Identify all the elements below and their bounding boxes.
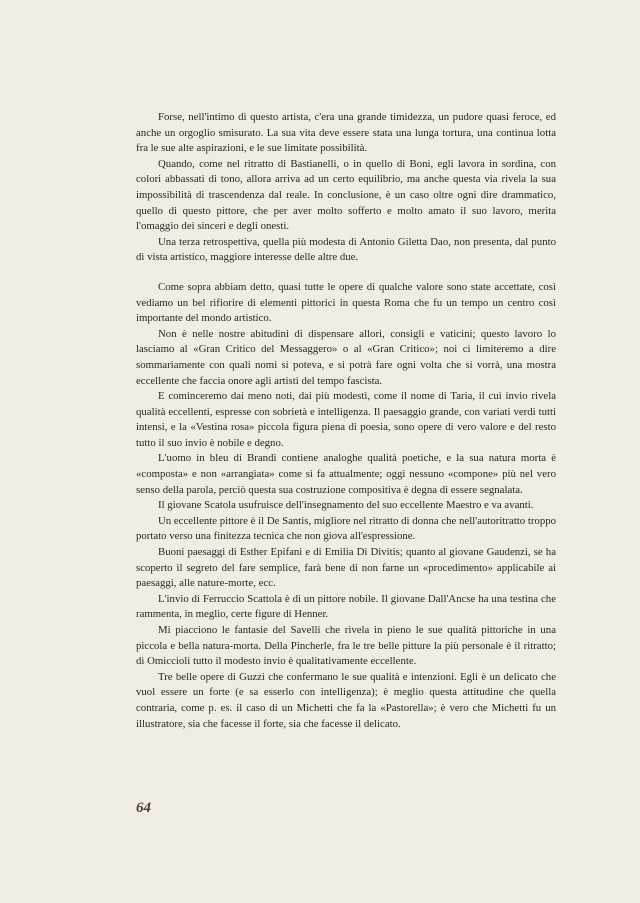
paragraph: E cominceremo dai meno noti, dai più modesti, come il nome di Taria, il cui invio rivela qualità eccellenti, espresse con sobrietà e intelligenza. Il paesaggio grande, con variati verdi tutti intensi, e la «Vestina rosa» piccola figura piena di poesia, sono opere di vero valore e del resto tutto il suo invio è nobile e degno. <box>136 390 556 449</box>
paragraph: Mi piacciono le fantasie del Savelli che rivela in pieno le sue qualità pittoriche in una piccola e bella natura-morta. Della Pincherle, fra le tre belle pitture la più personale è il ritratto; di Omicciolì tutto il modesto invio è qualitativamente eccellente. <box>136 624 556 668</box>
page-number: 64 <box>136 800 151 816</box>
paragraph: L'uomo in bleu di Brandi contiene analoghe qualità poetiche, e la sua natura morta è «composta» e non «arrangiata» come si fa attualmente; oggi nessuno «compone» più nel vero senso della parola, perciò questa sua costruzione compositiva è degna di essere segnalata. <box>136 452 556 496</box>
paragraph: Un eccellente pittore è il De Santis, migliore nel ritratto di donna che nell'autoritratto troppo portato verso una finitezza tecnica che non giova all'espressione. <box>136 514 557 543</box>
paragraph: Buoni paesaggi di Esther Epifani e di Emilia Di Divitis; quanto al giovane Gaudenzi, se ha scoperto il segreto del fare semplice, farà bene di non farne un «procedimento» applicabile ai paesaggi, alle nature-morte, ecc. <box>136 546 556 590</box>
paragraph: Non è nelle nostre abitudini di dispensare allori, consigli e vaticini; questo lavoro lo lasciamo al «Gran Critico del Messaggero» o al «Gran Critico»; noi ci limiteremo a dire sommariamente con quali nomi si poteva, e si potrà fare ogni volta che si vorrà, una mostra eccellente che faccia onore agli artisti del tempo fascista. <box>136 327 556 387</box>
paragraph: L'invio di Ferruccio Scattola è di un pittore nobile. Il giovane Dall'Ancse ha una testina che rammenta, in meglio, certe figure di Henner. <box>136 592 556 621</box>
article-text <box>136 110 556 732</box>
paragraph: Quando, come nel ritratto di Bastianelli, o in quello di Boni, egli lavora in sordina, con colori abbassati di tono, allora arriva ad un certo equilibrio, ma anche questa via rivela la sua impossibilità di trascendenza dal reale. In conclusione, è un caso oltre ogni dire drammatico, quello di questo pittore, che per aver molto sofferto e molto amato il suo lavoro, merita l'omaggio dei sinceri e degli onesti. <box>136 157 556 233</box>
paragraph: Il giovane Scatola usufruisce dell'insegnamento del suo eccellente Maestro e va avanti. <box>158 499 534 512</box>
paragraph: Tre belle opere di Guzzi che confermano le sue qualità e intenzioni. Egli è un delicato che vuol essere un forte (e sa esserlo con intelligenza); è meglio questa attitudine che quella contraria, come p. es. il caso di un Michetti che fa la «Pastorella»; è vero che Michetti fu un illustratore, sia che facesse il forte, sia che facesse il delicato. <box>136 670 556 730</box>
paragraph: Una terza retrospettiva, quella più modesta di Antonio Giletta Dao, non presenta, dal punto di vista artistico, maggiore interesse delle altre due. <box>136 235 556 264</box>
paragraph: Come sopra abbiam detto, quasi tutte le opere di qualche valore sono state accettate, così vediamo un bel rifiorire di elementi pittorici in questa Roma che fu un tempo un centro così importante del mondo artistico. <box>136 280 556 325</box>
paragraph: Forse, nell'intimo di questo artista, c'era una grande timidezza, un pudore quasi feroce, ed anche un orgoglio smisurato. La sua vita deve essere stata una lunga tortura, una continua lotta fra le sue alte aspirazioni, e le sue limitate possibilità. <box>136 111 556 155</box>
